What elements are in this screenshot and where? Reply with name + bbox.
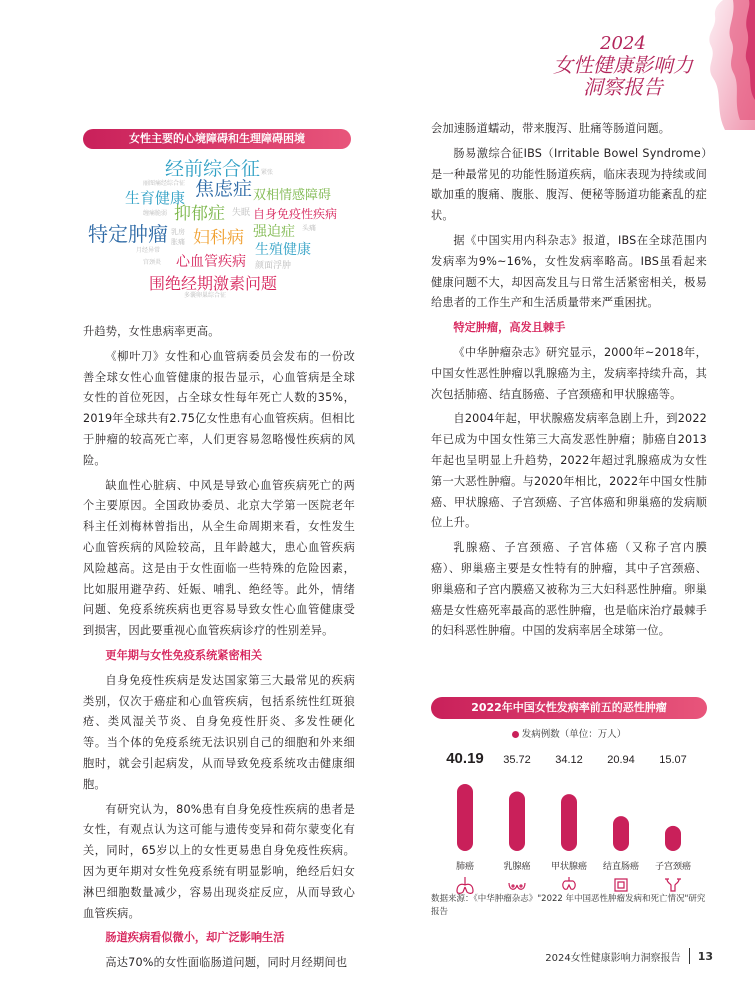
chart-legend (431, 726, 707, 740)
word-cloud-term: 心血管疾病 (176, 254, 246, 270)
legend-label: 发病例数（单位：万人） (521, 729, 627, 740)
word-cloud-term: 紧张 (261, 169, 274, 176)
report-year: 2024 (600, 33, 646, 54)
chart-source: 数据来源：《中华肿瘤杂志》"2022 年中国恶性肿瘤发病和死亡情况"研究报告 (431, 894, 706, 917)
footer-report-name: 2024女性健康影响力洞察报告 (545, 952, 681, 964)
section-heading: 更年期与女性免疫系统紧密相关 (105, 648, 263, 662)
section-heading: 特定肿瘤，高发且棘手 (453, 321, 566, 335)
report-title-line1: 女性健康影响力 (553, 52, 693, 77)
paragraph: 高达70%的女性面临肠道问题，同时月经期间也 (105, 956, 348, 970)
word-cloud-term: 颜面浮肿 (255, 261, 292, 271)
word-cloud-term: 生育健康 (125, 189, 186, 207)
category-label: 肺癌 (455, 862, 475, 872)
word-cloud-term: 自身免疫性疾病 (253, 207, 338, 221)
right-column (431, 119, 707, 646)
thyroid-icon (563, 877, 575, 889)
uterus-icon (665, 879, 681, 891)
paragraph: 缺血性心脏病、中风是导致心血管疾病死亡的两个主要原因。全国政协委员、北京大学第一医院老年科主任刘梅林曾指出，从全生命周期来看，女性发生心血管疾病的风险较高，且年龄越大，患心血管疾病风险越高。这是由于女性面临一些特殊的危险因素，比如服用避孕药、妊娠、哺乳、绝经等。此外，情绪问题、免疫系统疾病也更容易导致女性心血管健康受到损害，因此要重视心血管疾病诊疗的性别差异。 (83, 478, 355, 638)
bar-1 (509, 791, 525, 851)
bar-4 (665, 826, 681, 851)
page-footer (545, 948, 713, 964)
word-cloud-banner: 女性主要的心境障碍和生理障碍困境 (83, 129, 351, 149)
word-cloud-term: 丽图痛经综合征 (143, 180, 186, 187)
lungs-icon (457, 877, 473, 893)
footer-divider (689, 948, 690, 964)
paragraph: 有研究认为，80%患有自身免疫性疾病的患者是女性，有观点认为这可能与遗传变异和荷尔蒙变化有关，同时，65岁以上的女性更易患自身免疫性疾病。因为更年期对女性免疫系统有明显影响，绝经后妇女淋巴细胞数量减少，容易出现炎症反应，从而导致心血管疾病。 (83, 802, 355, 920)
word-cloud-term: 缠痛脆弱 (143, 210, 168, 217)
word-cloud-term: 月经异常 (136, 247, 161, 254)
word-cloud-term: 特定肿瘤 (88, 222, 168, 246)
word-cloud-term: 多囊卵巢综合征 (184, 292, 227, 299)
bar-value-label: 40.19 (446, 750, 484, 767)
paragraph: 自身免疫性疾病是发达国家第三大最常见的疾病类别，仅次于癌症和心血管疾病，包括系统性红斑狼疮、类风湿关节炎、自身免疫性肝炎、多发性硬化等。当个体的免疫系统无法识别自己的细胞和外来细胞时，就会引起病发，从而导致免疫系统攻击健康细胞。 (83, 673, 355, 791)
left-column (83, 322, 355, 978)
bar-value-label: 34.12 (555, 754, 583, 766)
paragraph: 升趋势，女性患病率更高。 (83, 325, 220, 338)
word-cloud-term: 妇科病 (193, 228, 244, 248)
word-cloud-term: 抑郁症 (174, 204, 225, 224)
legend-swatch (512, 731, 519, 738)
category-label: 乳腺癌 (503, 862, 531, 872)
word-cloud-term: 双相情感障碍 (253, 188, 332, 203)
paragraph: 乳腺癌、子宫颈癌、子宫体癌（又称子宫内膜癌）、卵巢癌主要是女性特有的肿瘤，其中子宫颈癌、卵巢癌和子宫内膜癌又被称为三大妇科恶性肿瘤。卵巢癌是女性癌死率最高的恶性肿瘤，也是临床治疗最棘手的妇科恶性肿瘤。中国的发病率居全球第一位。 (431, 541, 707, 638)
report-title-line2: 洞察报告 (583, 74, 663, 99)
section-heading: 肠道疾病看似微小，却广泛影响生活 (105, 931, 285, 945)
report-title (553, 34, 693, 98)
bar-3 (613, 816, 629, 851)
intestine-icon (615, 879, 627, 891)
paragraph: 《柳叶刀》女性和心血管病委员会发布的一份改善全球女性心血管健康的报告显示，心血管病是全球女性的首位死因，占全球女性每年死亡人数的35%，2019年全球共有2.75亿女性患有心血管疾病。但相比于肿瘤的较高死亡率，人们更容易忽略慢性疾病的风险。 (83, 349, 355, 467)
bar-value-label: 20.94 (607, 754, 635, 766)
paragraph: 会加速肠道蠕动，带来腹泻、肚痛等肠道问题。 (431, 122, 671, 135)
word-cloud-term: 头痛 (302, 224, 316, 232)
paragraph: 自2004年起，甲状腺癌发病率急剧上升，到2022年已成为中国女性第三大高发恶性肿瘤；肺癌自2013年起也呈明显上升趋势，2022年超过乳腺癌成为女性第一大恶性肿瘤。与2020年相比，2022年中国女性肺癌、甲状腺癌、子宫颈癌、子宫体癌和卵巢癌的发病顺位上升。 (431, 412, 707, 530)
word-cloud-term: 失眠 (232, 208, 251, 218)
word-cloud-term: 焦虑症 (195, 178, 253, 200)
bar-value-label: 15.07 (659, 754, 687, 766)
word-cloud-term: 宫颈炎 (143, 259, 162, 266)
category-label: 甲状腺癌 (550, 862, 588, 872)
paragraph: 肠易激综合征IBS（Irritable Bowel Syndrome）是一种最常见的功能性肠道疾病，临床表现为持续或间歇加重的腹痛、腹胀、腹泻、便秘等肠道功能紊乱的症状。 (431, 146, 707, 223)
page-number: 13 (697, 949, 713, 963)
category-label: 结直肠癌 (602, 862, 640, 872)
bar-2 (561, 794, 577, 851)
chart-title: 2022年中国女性发病率前五的恶性肿瘤 (431, 697, 707, 719)
word-cloud (83, 129, 351, 307)
category-label: 子宫颈癌 (654, 862, 692, 872)
tumor-chart (431, 697, 707, 937)
word-cloud-term: 经前综合征 (165, 158, 261, 180)
bar-value-label: 35.72 (503, 754, 531, 766)
breast-icon (509, 883, 525, 889)
bar-0 (457, 784, 473, 851)
paragraph: 据《中国实用内科杂志》报道，IBS在全球范围内发病率为9%~16%，女性发病率略高。IBS虽看起来健康问题不大，却因高发且与日常生活紧密相关，极易给患者的工作生产和生活质量带来严重困扰。 (431, 233, 707, 310)
word-cloud-term: 围绝经期激素问题 (149, 274, 278, 293)
word-cloud-term: 胀痛 (171, 238, 185, 246)
word-cloud-term: 强迫症 (253, 224, 295, 240)
word-cloud-term: 生殖健康 (255, 242, 311, 258)
word-cloud-term: 乳房 (171, 228, 185, 236)
paragraph: 《中华肿瘤杂志》研究显示，2000年~2018年，中国女性恶性肿瘤以乳腺癌为主，发病率持续升高，其次包括肺癌、结直肠癌、子宫颈癌和甲状腺癌等。 (431, 345, 707, 401)
